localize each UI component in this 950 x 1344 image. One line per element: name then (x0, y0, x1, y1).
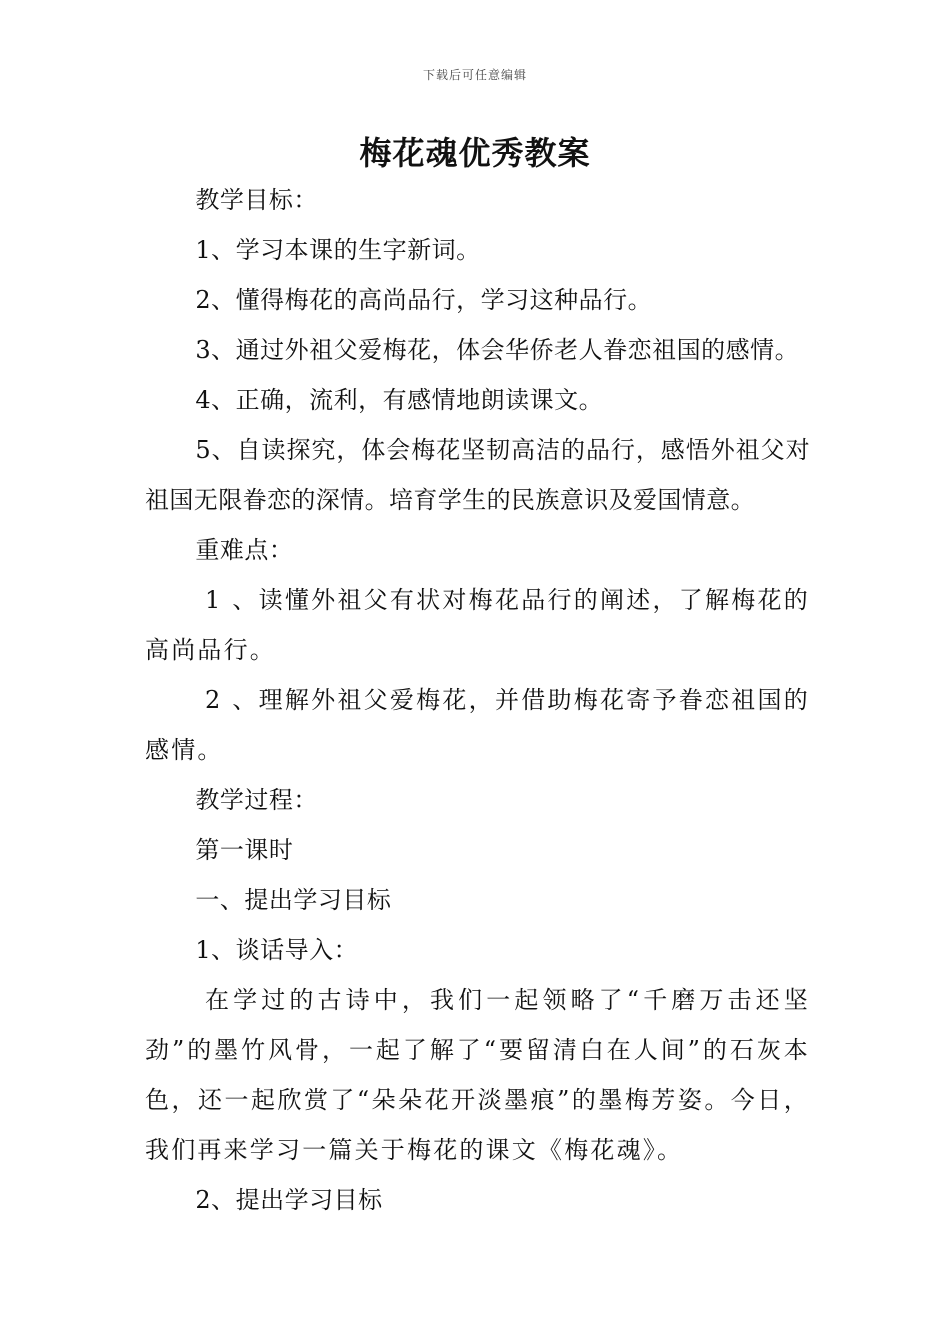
paragraph-objective-1: 1、学习本课的生字新词。 (195, 236, 481, 264)
paragraph-section-one: 一、提出学习目标 (195, 886, 392, 914)
paragraph-objective-4: 4、正确，流利，有感情地朗读课文。 (195, 386, 604, 414)
paragraph-key-point-2: 2 、理解外祖父爱梅花，并借助梅花寄予眷恋祖国的感情。 (145, 686, 810, 764)
header-note: 下载后可任意编辑 (422, 68, 527, 82)
paragraph-propose-objectives: 2、提出学习目标 (195, 1186, 383, 1214)
document-title: 梅花魂优秀教案 (359, 134, 591, 172)
paragraph-key-points-heading: 重难点： (195, 536, 294, 564)
paragraph-objective-5: 5、自读探究，体会梅花坚韧高洁的品行，感悟外祖父对祖国无限眷恋的深情。培育学生的民族意识及爱国情意。 (145, 436, 810, 514)
paragraph-process-heading: 教学过程： (195, 786, 318, 814)
document-body (145, 175, 810, 1225)
paragraph-objective-3: 3、通过外祖父爱梅花，体会华侨老人眷恋祖国的感情。 (195, 336, 800, 364)
paragraph-intro-talk: 1、谈话导入： (195, 936, 359, 964)
paragraph-objectives-heading: 教学目标： (195, 186, 318, 214)
paragraph-key-point-1: 1 、读懂外祖父有状对梅花品行的阐述，了解梅花的高尚品行。 (145, 586, 810, 664)
paragraph-objective-2: 2、懂得梅花的高尚品行，学习这种品行。 (195, 286, 653, 314)
paragraph-intro-body: 在学过的古诗中，我们一起领略了“千磨万击还坚劲”的墨竹风骨，一起了解了“要留清白在人间”的石灰本色，还一起欣赏了“朵朵花开淡墨痕”的墨梅芳姿。今日，我们再来学习一篇关于梅花的课文《梅花魂》。 (145, 986, 810, 1164)
paragraph-first-lesson: 第一课时 (195, 836, 294, 864)
